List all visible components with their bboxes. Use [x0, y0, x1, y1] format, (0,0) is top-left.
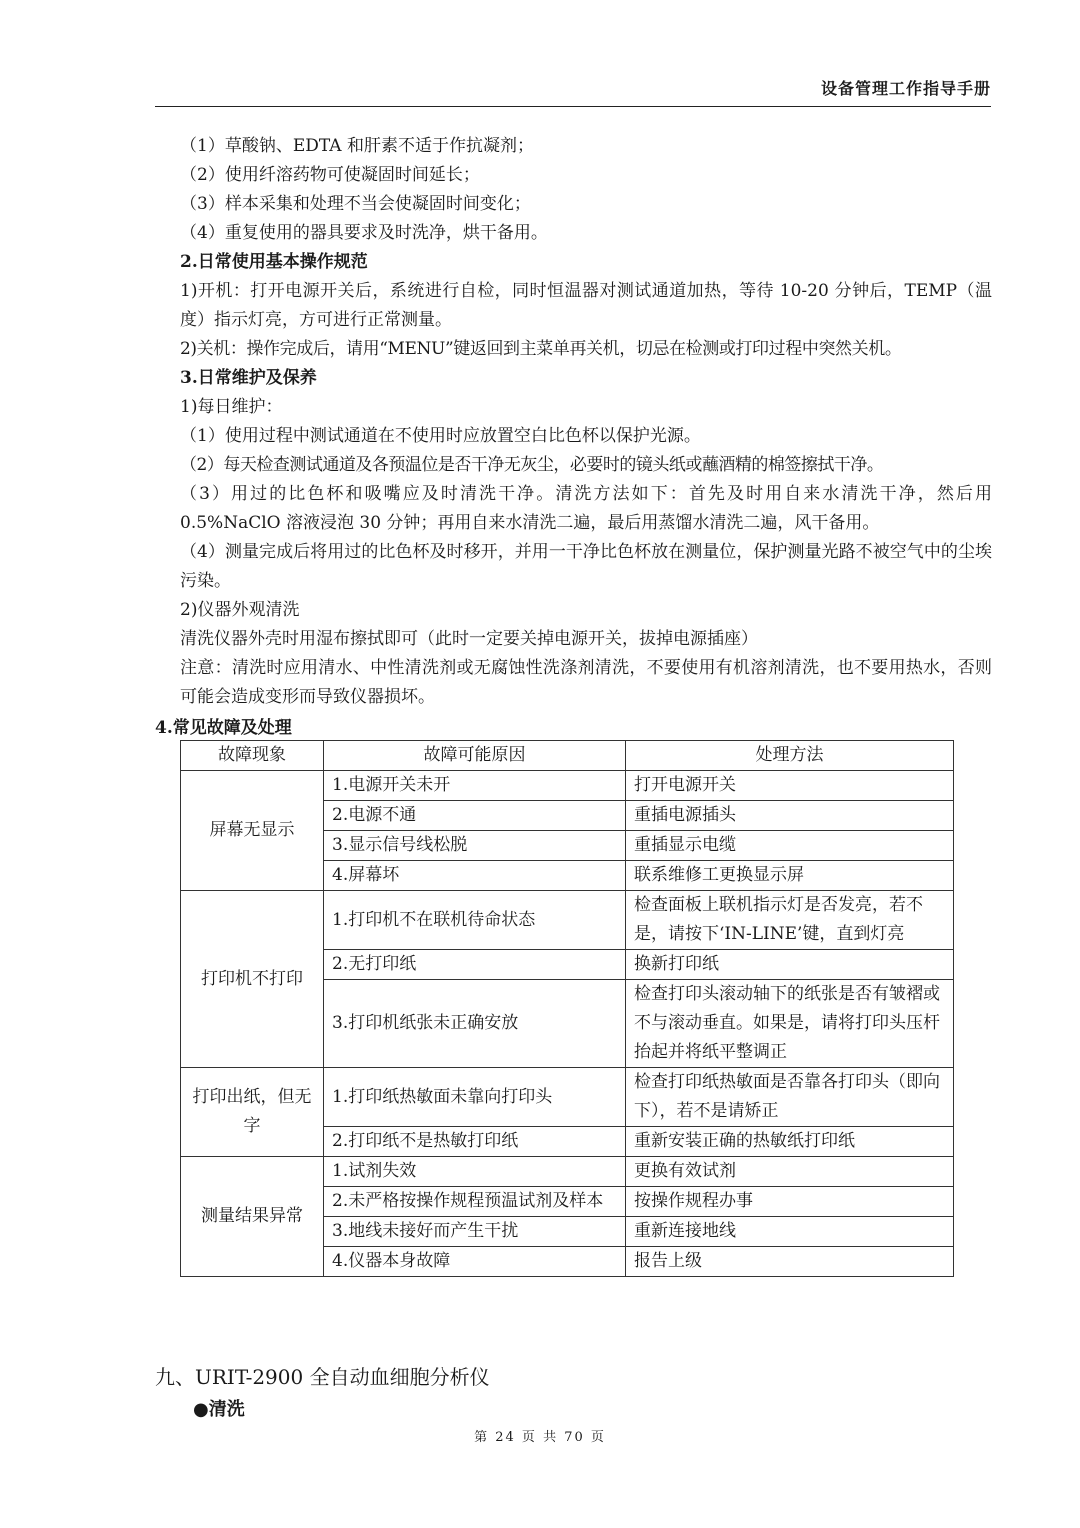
page-header [155, 76, 991, 107]
header-action: 处理方法 [626, 741, 954, 771]
note-4: （4）重复使用的器具要求及时洗净，烘干备用。 [180, 223, 548, 243]
header-cause: 故障可能原因 [324, 741, 626, 771]
action-cell: 联系维修工更换显示屏 [626, 861, 954, 891]
action-cell: 重新安装正确的热敏纸打印纸 [626, 1127, 954, 1157]
power-on-text: 1)开机：打开电源开关后，系统进行自检，同时恒温器对测试通道加热，等待 10-20 分钟后，TEMP（温度）指示灯亮，方可进行正常测量。 [180, 281, 992, 330]
table-header-row [181, 741, 954, 771]
table-row [181, 1157, 954, 1187]
daily-maintenance-title: 1)每日维护： [180, 397, 283, 417]
note-2: （2）使用纤溶药物可使凝固时间延长； [180, 165, 480, 185]
action-cell: 按操作规程办事 [626, 1187, 954, 1217]
action-cell: 更换有效试剂 [626, 1157, 954, 1187]
cause-cell: 3.打印机纸张未正确安放 [324, 980, 626, 1068]
section-3-heading: 3.日常维护及保养 [180, 368, 317, 388]
section-2-heading: 2.日常使用基本操作规范 [180, 252, 368, 272]
cause-cell: 2.无打印纸 [324, 950, 626, 980]
action-cell: 报告上级 [626, 1247, 954, 1277]
symptom-cell: 屏幕无显示 [181, 771, 324, 891]
daily-item-4: （4）测量完成后将用过的比色杯及时移开，并用一干净比色杯放在测量位，保护测量光路不被空气中的尘埃污染。 [180, 542, 992, 591]
section-9-heading: 九、URIT-2900 全自动血细胞分析仪 [155, 1365, 490, 1389]
action-cell: 换新打印纸 [626, 950, 954, 980]
cause-cell: 4.仪器本身故障 [324, 1247, 626, 1277]
cause-cell: 2.电源不通 [324, 801, 626, 831]
cause-cell: 2.打印纸不是热敏打印纸 [324, 1127, 626, 1157]
cause-cell: 1.试剂失效 [324, 1157, 626, 1187]
action-cell: 检查打印纸热敏面是否靠各打印头（即向下），若不是请矫正 [626, 1068, 954, 1127]
action-cell: 打开电源开关 [626, 771, 954, 801]
daily-item-1: （1）使用过程中测试通道在不使用时应放置空白比色杯以保护光源。 [180, 426, 701, 446]
exterior-cleaning-title: 2)仪器外观清洗 [180, 600, 300, 620]
fault-table [180, 740, 954, 1277]
cause-cell: 1.打印机不在联机待命状态 [324, 891, 626, 950]
manual-title: 设备管理工作指导手册 [820, 79, 991, 98]
table-row [181, 891, 954, 950]
note-3: （3）样本采集和处理不当会使凝固时间变化； [180, 194, 531, 214]
exterior-cleaning-text: 清洗仪器外壳时用湿布擦拭即可（此时一定要关掉电源开关，拔掉电源插座） [180, 629, 758, 649]
cause-cell: 2.未严格按操作规程预温试剂及样本 [324, 1187, 626, 1217]
content-body [180, 132, 992, 712]
cause-cell: 3.显示信号线松脱 [324, 831, 626, 861]
cleaning-bullet-heading: ●清洗 [193, 1399, 245, 1420]
page-number: 第 24 页 共 70 页 [474, 1430, 606, 1445]
action-cell: 检查面板上联机指示灯是否发亮，若不是，请按下‘IN-LINE’键，直到灯亮 [626, 891, 954, 950]
table-row [181, 771, 954, 801]
action-cell: 重新连接地线 [626, 1217, 954, 1247]
action-cell: 重插显示电缆 [626, 831, 954, 861]
cleaning-note: 注意：清洗时应用清水、中性清洗剂或无腐蚀性洗涤剂清洗，不要使用有机溶剂清洗，也不要用热水，否则可能会造成变形而导致仪器损坏。 [180, 658, 992, 707]
cause-cell: 4.屏幕坏 [324, 861, 626, 891]
symptom-cell: 测量结果异常 [181, 1157, 324, 1277]
cause-cell: 1.电源开关未开 [324, 771, 626, 801]
action-cell: 检查打印头滚动轴下的纸张是否有皱褶或不与滚动垂直。如果是，请将打印头压杆抬起并将纸平整调正 [626, 980, 954, 1068]
daily-item-2: （2）每天检查测试通道及各预温位是否干净无灰尘，必要时的镜头纸或蘸酒精的棉签擦拭干净。 [180, 455, 884, 475]
cause-cell: 3.地线未接好而产生干扰 [324, 1217, 626, 1247]
symptom-cell: 打印出纸，但无字 [181, 1068, 324, 1157]
power-off-text: 2)关机：操作完成后，请用“MENU”键返回到主菜单再关机，切忌在检测或打印过程中突然关机。 [180, 339, 902, 359]
symptom-cell: 打印机不打印 [181, 891, 324, 1068]
cause-cell: 1.打印纸热敏面未靠向打印头 [324, 1068, 626, 1127]
table-row [181, 1068, 954, 1127]
daily-item-3: （3）用过的比色杯和吸嘴应及时清洗干净。清洗方法如下：首先及时用自来水清洗干净，然后用0.5%NaClO 溶液浸泡 30 分钟；再用自来水清洗二遍，最后用蒸馏水清洗二遍，风干备用。 [180, 484, 992, 533]
header-symptom: 故障现象 [181, 741, 324, 771]
action-cell: 重插电源插头 [626, 801, 954, 831]
section-4-heading: 4.常见故障及处理 [155, 718, 292, 738]
note-1: （1）草酸钠、EDTA 和肝素不适于作抗凝剂； [180, 136, 534, 156]
